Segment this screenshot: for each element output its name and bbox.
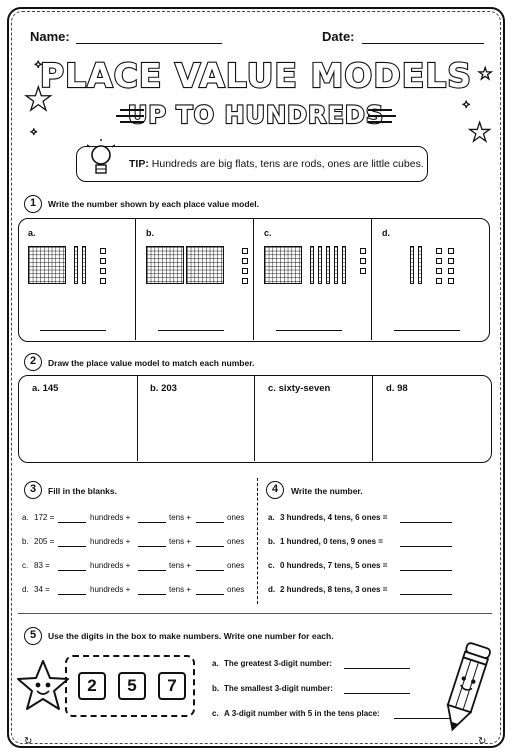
ones-cube	[100, 258, 106, 264]
row-value: 34 =	[34, 585, 50, 594]
row-text: The smallest 3-digit number:	[224, 684, 333, 693]
column-divider	[257, 478, 258, 604]
ones-word: ones	[227, 561, 245, 570]
ones-cube	[360, 258, 366, 264]
item-letter: b.	[150, 383, 159, 394]
tens-word: tens +	[169, 585, 192, 594]
row-label: d.	[22, 585, 29, 594]
ones-cube	[242, 258, 248, 264]
row-label: a.	[22, 513, 29, 522]
hundreds-word: hundreds +	[90, 537, 131, 546]
question-2-number: 2	[24, 353, 42, 371]
item-label: d.	[382, 228, 390, 238]
item-number: 203	[161, 383, 177, 394]
page-subtitle: UP TO HUNDREDS	[127, 101, 385, 129]
drawing-area[interactable]	[256, 398, 366, 458]
ones-cube	[448, 268, 454, 274]
ones-word: ones	[227, 513, 245, 522]
name-field[interactable]	[76, 43, 222, 44]
row-value: 172 =	[34, 513, 55, 522]
answer-line[interactable]	[276, 330, 342, 331]
item-label: c.	[264, 228, 272, 238]
answer-line[interactable]	[394, 330, 460, 331]
tens-rod	[334, 246, 338, 284]
blank-field[interactable]	[58, 594, 86, 595]
ones-word: ones	[227, 585, 245, 594]
blank-field[interactable]	[196, 570, 224, 571]
tens-word: tens +	[169, 561, 192, 570]
blank-field[interactable]	[58, 546, 86, 547]
name-label: Name:	[30, 29, 70, 44]
question-3-number: 3	[24, 481, 42, 499]
row-label: c.	[22, 561, 29, 570]
item-label	[150, 383, 177, 394]
question-1-number: 1	[24, 195, 42, 213]
blank-field[interactable]	[138, 570, 166, 571]
question-5-number: 5	[24, 627, 42, 645]
question-2-instruction: Draw the place value model to match each number.	[48, 358, 255, 368]
item-label	[386, 383, 408, 394]
tens-rod	[418, 246, 422, 284]
hundreds-word: hundreds +	[90, 561, 131, 570]
star-icon: ★	[24, 80, 53, 118]
row-label: a.	[268, 513, 275, 522]
row-label: b.	[22, 537, 29, 546]
ones-cube	[448, 258, 454, 264]
blank-field[interactable]	[58, 570, 86, 571]
section-divider	[18, 613, 492, 614]
item-number: 145	[42, 383, 59, 394]
hundreds-word: hundreds +	[90, 585, 131, 594]
tens-rod	[326, 246, 330, 284]
lightbulb-icon	[87, 139, 115, 185]
hundreds-flat	[186, 246, 224, 284]
answer-line[interactable]	[158, 330, 224, 331]
star-icon: ✦	[30, 128, 38, 138]
row-label: b.	[268, 537, 276, 546]
drawing-area[interactable]	[138, 398, 248, 458]
tens-word: tens +	[169, 513, 192, 522]
ones-cube	[448, 278, 454, 284]
question-4-instruction: Write the number.	[291, 486, 363, 496]
ones-cube	[100, 248, 106, 254]
answer-line[interactable]	[40, 330, 106, 331]
hundreds-flat	[28, 246, 66, 284]
item-letter: c.	[268, 383, 276, 394]
ones-cube	[436, 278, 442, 284]
ones-cube	[100, 278, 106, 284]
item-label	[268, 383, 330, 394]
sparkle-lines-left	[114, 104, 150, 128]
row-label: d.	[268, 585, 276, 594]
blank-field[interactable]	[196, 546, 224, 547]
answer-field[interactable]	[344, 693, 410, 694]
star-icon: ★	[468, 118, 492, 148]
answer-field[interactable]	[344, 668, 410, 669]
item-letter: a.	[32, 383, 40, 394]
ones-cube	[242, 278, 248, 284]
blank-field[interactable]	[138, 522, 166, 523]
tip-label: TIP:	[129, 158, 149, 170]
tens-rod	[74, 246, 78, 284]
question-1-instruction: Write the number shown by each place value model.	[48, 199, 259, 209]
star-icon: ★	[478, 64, 493, 83]
row-text: 0 hundreds, 7 tens, 5 ones =	[280, 561, 388, 570]
answer-field[interactable]	[400, 546, 452, 547]
question-5-instruction: Use the digits in the box to make numbers. Write one number for each.	[48, 631, 334, 641]
row-label: a.	[212, 659, 219, 668]
ones-cube	[448, 248, 454, 254]
smiling-star-icon	[14, 658, 72, 714]
blank-field[interactable]	[58, 522, 86, 523]
ones-cube	[436, 248, 442, 254]
row-text: 3 hundreds, 4 tens, 6 ones =	[280, 513, 388, 522]
date-field[interactable]	[362, 43, 484, 44]
hundreds-flat	[146, 246, 184, 284]
answer-field[interactable]	[400, 570, 452, 571]
item-label	[32, 383, 58, 394]
row-text: A 3-digit number with 5 in the tens place:	[224, 709, 380, 718]
ones-cube	[360, 248, 366, 254]
pencil-character-icon	[432, 640, 502, 736]
blank-field[interactable]	[138, 546, 166, 547]
blank-field[interactable]	[138, 594, 166, 595]
hundreds-word: hundreds +	[90, 513, 131, 522]
question-4-number: 4	[266, 481, 284, 499]
digit-tile: 2	[78, 672, 106, 700]
row-value: 205 =	[34, 537, 55, 546]
ones-word: ones	[227, 537, 245, 546]
row-text: 2 hundreds, 8 tens, 3 ones =	[280, 585, 388, 594]
answer-field[interactable]	[400, 594, 452, 595]
item-letter: d.	[386, 383, 395, 394]
row-label: c.	[268, 561, 275, 570]
question-3-instruction: Fill in the blanks.	[48, 486, 117, 496]
drawing-area[interactable]	[20, 398, 130, 458]
page-title: PLACE VALUE MODELS	[39, 56, 473, 95]
tip-box	[76, 146, 428, 182]
tip-text: Hundreds are big flats, tens are rods, ones are little cubes.	[151, 158, 424, 170]
star-icon: ✦	[462, 100, 471, 111]
tens-rod	[82, 246, 86, 284]
tens-rod	[318, 246, 322, 284]
digit-tile: 7	[158, 672, 186, 700]
item-label: a.	[28, 228, 36, 238]
digit-tile: 5	[118, 672, 146, 700]
item-number: 98	[397, 383, 408, 394]
tens-rod	[410, 246, 414, 284]
date-label: Date:	[322, 29, 355, 44]
swirl-icon: ↻	[478, 736, 487, 747]
blank-field[interactable]	[196, 594, 224, 595]
row-label: b.	[212, 684, 220, 693]
row-value: 83 =	[34, 561, 50, 570]
ones-cube	[242, 248, 248, 254]
item-number: sixty-seven	[278, 383, 331, 394]
drawing-area[interactable]	[374, 398, 484, 458]
blank-field[interactable]	[196, 522, 224, 523]
star-icon: ✦	[34, 60, 43, 71]
answer-field[interactable]	[400, 522, 452, 523]
row-text: 1 hundred, 0 tens, 9 ones =	[280, 537, 383, 546]
sparkle-lines-right	[362, 104, 398, 128]
item-label: b.	[146, 228, 154, 238]
tens-rod	[310, 246, 314, 284]
row-text: The greatest 3-digit number:	[224, 659, 333, 668]
ones-cube	[436, 268, 442, 274]
ones-cube	[436, 258, 442, 264]
row-label: c.	[212, 709, 219, 718]
ones-cube	[242, 268, 248, 274]
swirl-icon: ↻	[24, 736, 33, 747]
ones-cube	[100, 268, 106, 274]
tens-word: tens +	[169, 537, 192, 546]
tens-rod	[342, 246, 346, 284]
hundreds-flat	[264, 246, 302, 284]
ones-cube	[360, 268, 366, 274]
